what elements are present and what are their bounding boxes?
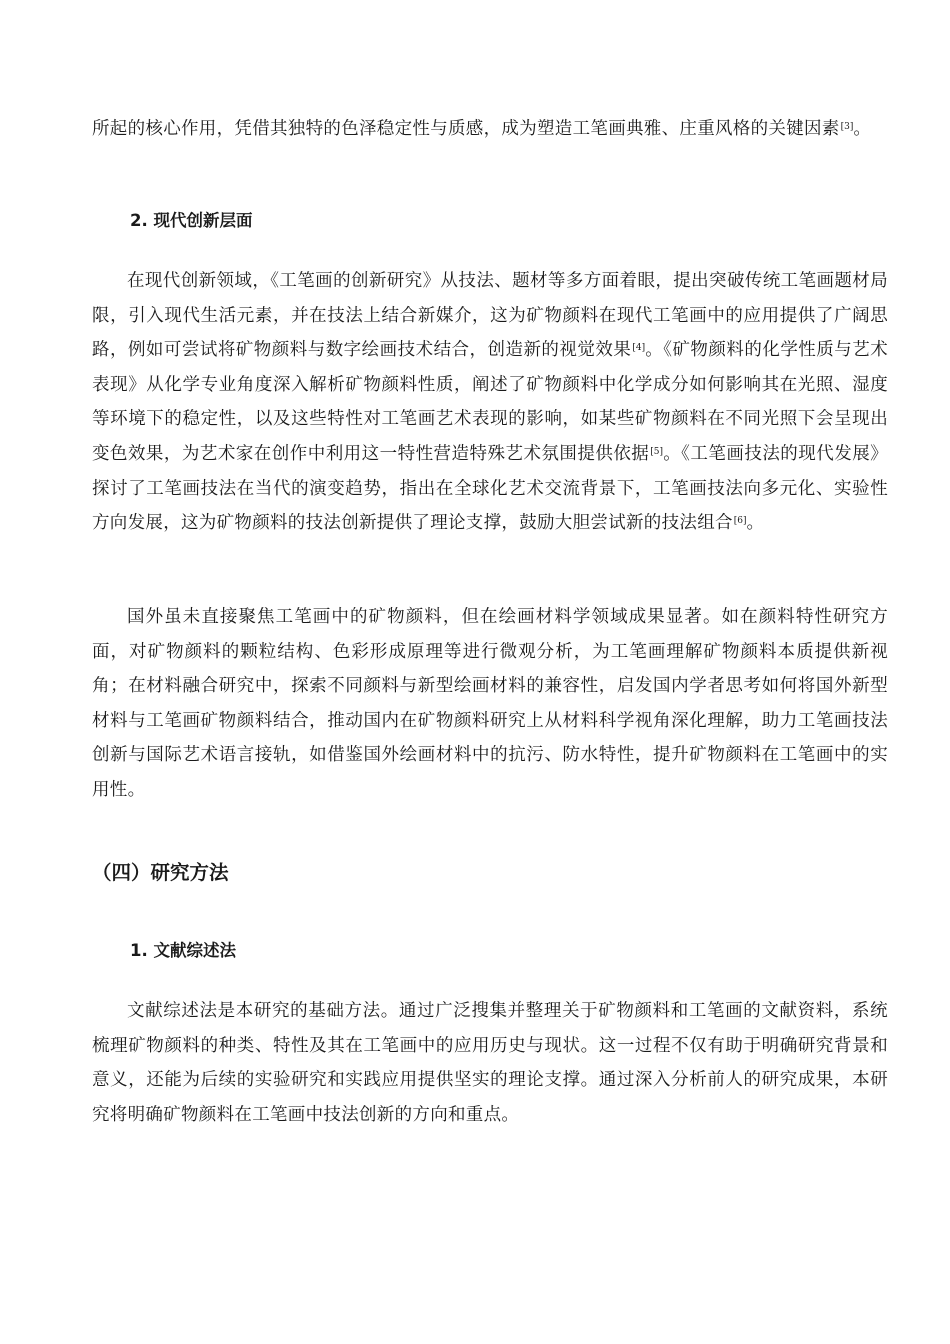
citation-6: [6] bbox=[733, 516, 747, 527]
section-heading-research-methods: （四）研究方法 bbox=[92, 861, 229, 884]
modern-text-2: 。《矿物颜料的化学性质与艺术表现》从化学专业角度深入解析矿物颜料性质，阐述了矿物颜料中化学成分如何影响其在光照、湿度等环境下的稳定性，以及这些特性对工笔画艺术表现的影响，如某些矿物颜料在不同光照下会呈现出变色效果，为艺术家在创作中利用这一特性营造特殊艺术氛围提供依据 bbox=[92, 340, 889, 464]
intro-end: 。 bbox=[853, 119, 872, 139]
modern-text-end: 。 bbox=[746, 513, 765, 534]
modern-text-3: 。《工笔画技法的现代发展》探讨了工笔画技法在当代的演变趋势，指出在全球化艺术交流背景下，工笔画技法向多元化、实验性方向发展，这为矿物颜料的技法创新提供了理论支撑，鼓励大胆尝试新的技法组合 bbox=[92, 443, 888, 534]
citation-3: [3] bbox=[840, 122, 854, 132]
citation-4: [4] bbox=[632, 343, 646, 354]
literature-review-paragraph: 文献综述法是本研究的基础方法。通过广泛搜集并整理关于矿物颜料和工笔画的文献资料，系统梳理矿物颜料的种类、特性及其在工笔画中的应用历史与现状。这一过程不仅有助于明确研究背景和意义，还能为后续的实验研究和实践应用提供坚实的理论支撑。通过深入分析前人的研究成果，本研究将明确矿物颜料在工笔画中技法创新的方向和重点。 bbox=[92, 1001, 888, 1125]
subheading-modern-innovation: 2. 现代创新层面 bbox=[130, 211, 253, 230]
intro-text: 所起的核心作用，凭借其独特的色泽稳定性与质感，成为塑造工笔画典雅、庄重风格的关键因素 bbox=[92, 119, 840, 139]
intro-paragraph bbox=[92, 112, 888, 147]
modern-text-1: 在现代创新领域，《工笔画的创新研究》从技法、题材等多方面着眼，提出突破传统工笔画题材局限，引入现代生活元素，并在技法上结合新媒介，这为矿物颜料在现代工笔画中的应用提供了广阔思路，例如可尝试将矿物颜料与数字绘画技术结合，创造新的视觉效果 bbox=[92, 271, 888, 361]
foreign-research-paragraph: 国外虽未直接聚焦工笔画中的矿物颜料，但在绘画材料学领域成果显著。如在颜料特性研究方面，对矿物颜料的颗粒结构、色彩形成原理等进行微观分析，为工笔画理解矿物颜料本质提供新视角；在材料融合研究中，探索不同颜料与新型绘画材料的兼容性，启发国内学者思考如何将国外新型材料与工笔画矿物颜料结合，推动国内在矿物颜料研究上从材料科学视角深化理解，助力工笔画技法创新与国际艺术语言接轨，如借鉴国外绘画材料中的抗污、防水特性，提升矿物颜料在工笔画中的实用性。 bbox=[92, 607, 888, 800]
citation-5: [5] bbox=[650, 446, 664, 457]
subheading-literature-review: 1. 文献综述法 bbox=[130, 941, 236, 960]
modern-innovation-paragraph bbox=[92, 264, 888, 541]
